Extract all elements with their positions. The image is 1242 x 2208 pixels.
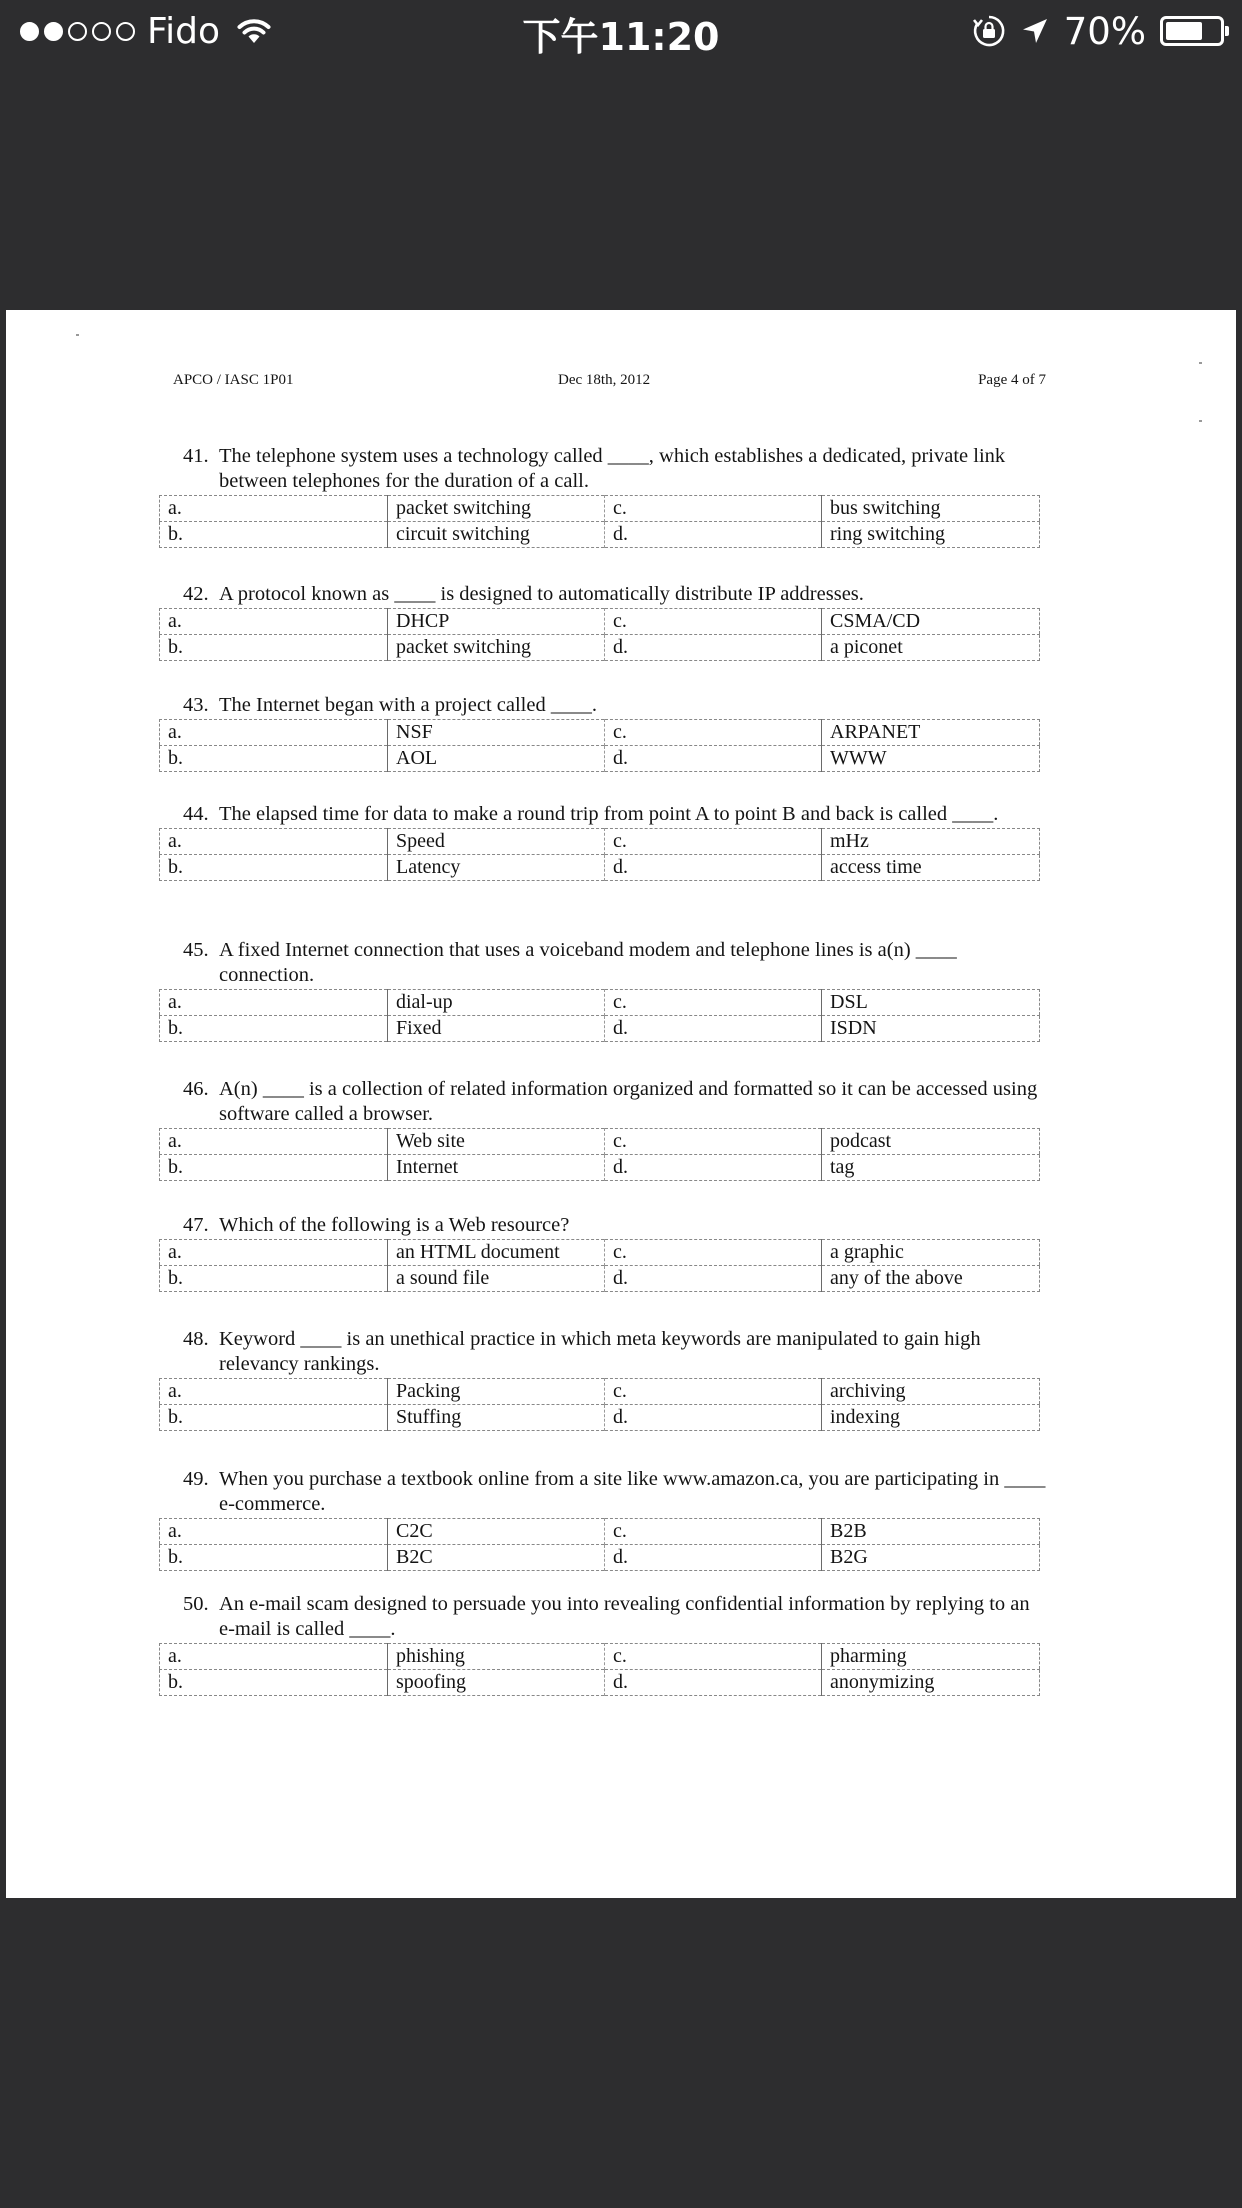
option-letter-c: c. [605,1240,822,1266]
location-arrow-icon [1020,16,1050,46]
option-letter-b: b. [160,855,388,881]
option-c[interactable]: archiving [822,1379,1040,1405]
option-letter-c: c. [605,609,822,635]
option-d[interactable]: ring switching [822,522,1040,548]
option-d[interactable]: B2G [822,1545,1040,1571]
question-number: 50. [183,1593,209,1615]
answer-row [160,990,1040,1016]
question-number: 48. [183,1328,209,1350]
answer-row [160,746,1040,772]
option-letter-a: a. [168,721,182,743]
document-page-number: Page 4 of 7 [978,372,1046,388]
answer-row [160,1016,1040,1042]
answer-options-table [159,608,1040,661]
question-number: 44. [183,803,209,825]
option-c[interactable]: mHz [822,829,1040,855]
option-letter-b: b. [160,1016,388,1042]
option-c[interactable]: a graphic [822,1240,1040,1266]
answer-row [160,1545,1040,1571]
option-a[interactable]: Web site [388,1129,605,1155]
question-text: A(n) ____ is a collection of related information organized and formatted so it can be accessed using software called a browser. [219,1078,1038,1125]
option-d[interactable]: ISDN [822,1016,1040,1042]
question-text: Which of the following is a Web resource? [219,1214,570,1236]
question-text-block [159,582,1049,607]
option-a[interactable]: NSF [388,720,605,746]
option-c[interactable]: B2B [822,1519,1040,1545]
question-text-block [159,1327,1049,1377]
option-c[interactable]: ARPANET [822,720,1040,746]
option-letter-b: b. [160,746,388,772]
document-date: Dec 18th, 2012 [558,372,651,388]
answer-options-table [159,1378,1040,1431]
option-b[interactable]: Latency [388,855,605,881]
status-bar [0,0,1242,62]
question-46 [159,1077,1049,1181]
question-text-block [159,1592,1049,1642]
document-page[interactable] [6,310,1236,1898]
option-letter-a: a. [168,1380,182,1402]
question-text-block [159,1213,1049,1238]
question-text: The telephone system uses a technology called ____, which establishes a dedicated, private link between telephones for the duration of a call. [219,445,1006,492]
option-letter-a: a. [168,1241,182,1263]
question-number: 45. [183,939,209,961]
question-text: A fixed Internet connection that uses a voiceband modem and telephone lines is a(n) ____ connection. [219,939,957,986]
answer-row [160,1405,1040,1431]
option-a[interactable]: DHCP [388,609,605,635]
option-d[interactable]: tag [822,1155,1040,1181]
answer-row [160,1379,1040,1405]
option-letter-c: c. [605,990,822,1016]
question-45 [159,938,1049,1042]
question-41 [159,444,1049,548]
option-letter-b: b. [160,1405,388,1431]
option-b[interactable]: Fixed [388,1016,605,1042]
option-letter-b: b. [160,1545,388,1571]
question-text: When you purchase a textbook online from a site like www.amazon.ca, you are participating in ____ e-commerce. [219,1468,1046,1515]
option-a[interactable]: C2C [388,1519,605,1545]
option-c[interactable]: podcast [822,1129,1040,1155]
option-b[interactable]: spoofing [388,1670,605,1696]
answer-row [160,609,1040,635]
answer-row [160,720,1040,746]
option-letter-a: a. [168,497,182,519]
option-letter-a: a. [168,991,182,1013]
answer-row [160,1155,1040,1181]
option-letter-d: d. [605,855,822,881]
question-number: 47. [183,1214,209,1236]
option-letter-c: c. [605,829,822,855]
option-letter-d: d. [605,635,822,661]
question-number: 43. [183,694,209,716]
option-letter-d: d. [605,1670,822,1696]
question-44 [159,802,1049,881]
answer-row [160,855,1040,881]
option-a[interactable]: dial-up [388,990,605,1016]
answer-row [160,522,1040,548]
option-b[interactable]: packet switching [388,635,605,661]
option-letter-b: b. [160,1155,388,1181]
status-time: 下午11:20 [522,15,720,59]
option-b[interactable]: Internet [388,1155,605,1181]
answer-options-table [159,1518,1040,1571]
question-text: An e-mail scam designed to persuade you into revealing confidential information by replying to an e-mail is called ____. [219,1593,1030,1640]
option-letter-c: c. [605,496,822,522]
option-d[interactable]: access time [822,855,1040,881]
option-letter-d: d. [605,1405,822,1431]
answer-options-table [159,719,1040,772]
question-text-block [159,938,1049,988]
question-43 [159,693,1049,772]
question-48 [159,1327,1049,1431]
option-a[interactable]: an HTML document [388,1240,605,1266]
option-letter-a: a. [168,1520,182,1542]
option-b[interactable]: AOL [388,746,605,772]
question-text-block [159,693,1049,718]
answer-row [160,496,1040,522]
option-letter-a: a. [168,1645,182,1667]
option-letter-d: d. [605,1155,822,1181]
option-a[interactable]: Speed [388,829,605,855]
option-letter-c: c. [605,1379,822,1405]
answer-row [160,829,1040,855]
question-number: 41. [183,445,209,467]
question-text-block [159,444,1049,494]
answer-options-table [159,495,1040,548]
option-letter-a: a. [168,610,182,632]
option-b[interactable]: a sound file [388,1266,605,1292]
option-a[interactable]: Packing [388,1379,605,1405]
option-letter-c: c. [605,1129,822,1155]
answer-row [160,1519,1040,1545]
option-a[interactable]: packet switching [388,496,605,522]
option-c[interactable]: CSMA/CD [822,609,1040,635]
answer-options-table [159,1643,1040,1696]
option-letter-d: d. [605,1016,822,1042]
option-c[interactable]: bus switching [822,496,1040,522]
answer-options-table [159,1128,1040,1181]
option-d[interactable]: anonymizing [822,1670,1040,1696]
question-text: Keyword ____ is an unethical practice in which meta keywords are manipulated to gain high relevancy rankings. [219,1328,981,1375]
answer-row [160,1240,1040,1266]
option-c[interactable]: DSL [822,990,1040,1016]
option-b[interactable]: Stuffing [388,1405,605,1431]
option-letter-c: c. [605,720,822,746]
option-d[interactable]: any of the above [822,1266,1040,1292]
question-number: 49. [183,1468,209,1490]
question-50 [159,1592,1049,1696]
option-a[interactable]: phishing [388,1644,605,1670]
question-text-block [159,802,1049,827]
answer-row [160,635,1040,661]
option-b[interactable]: B2C [388,1545,605,1571]
option-c[interactable]: pharming [822,1644,1040,1670]
answer-row [160,1266,1040,1292]
option-letter-c: c. [605,1519,822,1545]
option-letter-d: d. [605,1545,822,1571]
question-49 [159,1467,1049,1571]
question-number: 42. [183,583,209,605]
question-text: The elapsed time for data to make a round trip from point A to point B and back is called ____. [219,803,999,825]
option-letter-b: b. [160,635,388,661]
answer-options-table [159,828,1040,881]
answer-row [160,1129,1040,1155]
option-d[interactable]: a piconet [822,635,1040,661]
option-letter-d: d. [605,1266,822,1292]
question-text-block [159,1467,1049,1517]
answer-row [160,1644,1040,1670]
question-text: The Internet began with a project called ____. [219,694,597,716]
option-d[interactable]: WWW [822,746,1040,772]
battery-icon [1160,16,1224,46]
document-course-code: APCO / IASC 1P01 [173,372,294,388]
question-text: A protocol known as ____ is designed to automatically distribute IP addresses. [219,583,864,605]
answer-options-table [159,989,1040,1042]
carrier-name: Fido [147,10,220,52]
option-letter-c: c. [605,1644,822,1670]
option-letter-d: d. [605,522,822,548]
option-letter-a: a. [168,1130,182,1152]
answer-row [160,1670,1040,1696]
option-b[interactable]: circuit switching [388,522,605,548]
option-letter-a: a. [168,830,182,852]
option-d[interactable]: indexing [822,1405,1040,1431]
option-letter-b: b. [160,522,388,548]
question-number: 46. [183,1078,209,1100]
option-letter-b: b. [160,1266,388,1292]
question-47 [159,1213,1049,1292]
battery-percent: 70% [1063,9,1146,53]
option-letter-d: d. [605,746,822,772]
question-42 [159,582,1049,661]
answer-options-table [159,1239,1040,1292]
orientation-lock-icon [972,14,1006,48]
question-text-block [159,1077,1049,1127]
option-letter-b: b. [160,1670,388,1696]
battery-level-fill [1166,22,1202,40]
